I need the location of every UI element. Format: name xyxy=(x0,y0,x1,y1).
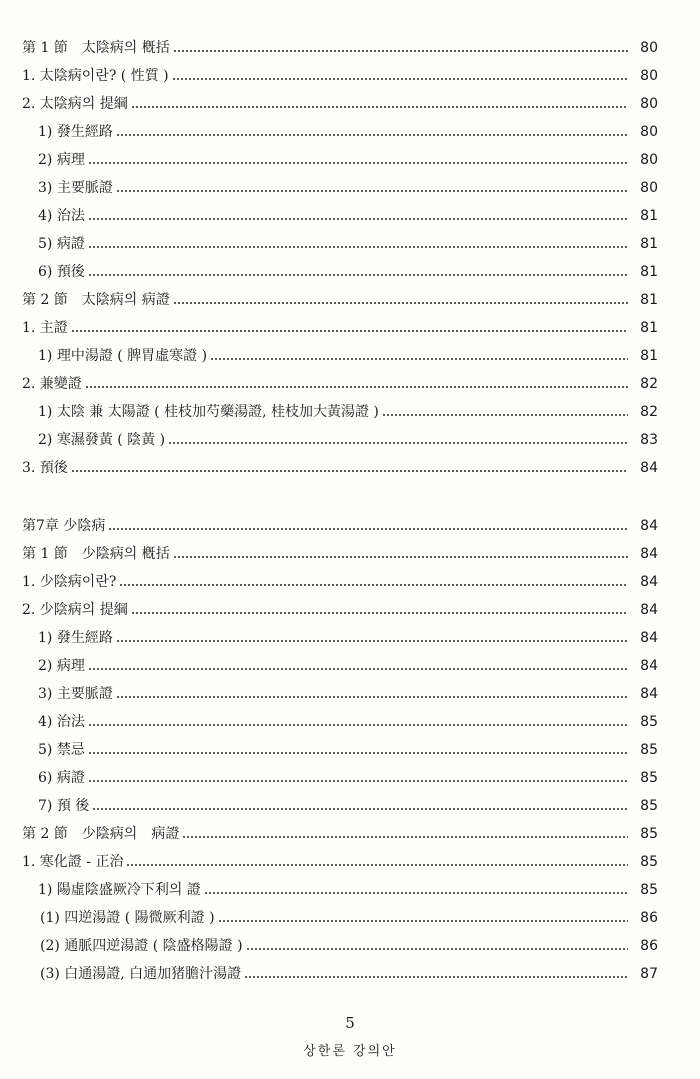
toc-entry-page: 84 xyxy=(640,574,658,590)
leader-dots xyxy=(246,948,628,950)
toc-entry-page: 85 xyxy=(640,882,658,898)
toc-entry xyxy=(0,92,700,116)
toc-entry-page: 81 xyxy=(640,208,658,224)
toc-entry-page: 84 xyxy=(640,518,658,534)
toc-entry xyxy=(0,514,700,538)
toc-entry-label: 1) 陽虛陰盛厥冷下利의 證 xyxy=(38,882,201,898)
toc-entry-label: 3. 預後 xyxy=(22,460,68,476)
toc-entry-page: 81 xyxy=(640,236,658,252)
toc-entry-label: 6) 病證 xyxy=(38,770,85,786)
toc-entry xyxy=(0,64,700,88)
toc-entry xyxy=(0,962,700,986)
leader-dots xyxy=(116,640,628,642)
toc-entry xyxy=(0,878,700,902)
toc-entry-page: 85 xyxy=(640,770,658,786)
leader-dots xyxy=(244,976,628,978)
leader-dots xyxy=(173,556,628,558)
toc-entry-page: 81 xyxy=(640,264,658,280)
toc-entry xyxy=(0,654,700,678)
toc-entry xyxy=(0,456,700,480)
toc-entry-page: 85 xyxy=(640,714,658,730)
toc-entry-page: 80 xyxy=(640,68,658,84)
leader-dots xyxy=(71,470,628,472)
toc-entry-page: 84 xyxy=(640,686,658,702)
toc-entry xyxy=(0,400,700,424)
leader-dots xyxy=(71,330,628,332)
toc-entry xyxy=(0,710,700,734)
leader-dots xyxy=(85,386,628,388)
toc-entry-page: 84 xyxy=(640,460,658,476)
toc-entry xyxy=(0,120,700,144)
toc-entry-page: 87 xyxy=(640,966,658,982)
leader-dots xyxy=(119,584,628,586)
toc-entry xyxy=(0,148,700,172)
toc-entry-label: 2) 病理 xyxy=(38,152,85,168)
leader-dots xyxy=(108,528,628,530)
toc-entry xyxy=(0,738,700,762)
toc-entry-label: 2. 太陰病의 提綱 xyxy=(22,96,128,112)
toc-entry-label: 3) 主要脈證 xyxy=(38,180,113,196)
toc-entry-page: 81 xyxy=(640,320,658,336)
toc-entry-page: 85 xyxy=(640,742,658,758)
toc-entry-page: 86 xyxy=(640,938,658,954)
toc-entry-label: 5) 禁忌 xyxy=(38,742,85,758)
toc-entry-label: 2. 兼變證 xyxy=(22,376,82,392)
leader-dots xyxy=(218,920,628,922)
leader-dots xyxy=(173,50,628,52)
toc-entry-label: 5) 病證 xyxy=(38,236,85,252)
toc-entry-label: 2) 寒濕發黃 ( 陰黃 ) xyxy=(38,432,166,448)
toc-entry xyxy=(0,626,700,650)
toc-entry-label: 第7章 少陰病 xyxy=(22,518,106,534)
toc-entry xyxy=(0,822,700,846)
toc-entry-page: 82 xyxy=(640,376,658,392)
toc-entry xyxy=(0,176,700,200)
leader-dots xyxy=(116,696,628,698)
leader-dots xyxy=(182,836,628,838)
leader-dots xyxy=(210,358,628,360)
toc-entry-label: 第 1 節 太陰病의 槪括 xyxy=(22,40,170,56)
toc-entry-label: 4) 治法 xyxy=(38,208,85,224)
toc-entry xyxy=(0,344,700,368)
toc-entry-page: 81 xyxy=(640,292,658,308)
toc-entry-label: 1) 發生經路 xyxy=(38,630,113,646)
toc-entry-label: 1. 太陰病이란? ( 性質 ) xyxy=(22,68,169,84)
leader-dots xyxy=(126,864,628,866)
toc-entry-page: 85 xyxy=(640,826,658,842)
toc-entry xyxy=(0,934,700,958)
toc-entry-page: 80 xyxy=(640,124,658,140)
toc-entry-label: 第 2 節 少陰病의 病證 xyxy=(22,826,180,842)
toc-entry-page: 86 xyxy=(640,910,658,926)
toc-entry-label: 第 1 節 少陰病의 槪括 xyxy=(22,546,170,562)
toc-entry-page: 84 xyxy=(640,546,658,562)
toc-entry xyxy=(0,204,700,228)
toc-entry xyxy=(0,36,700,60)
toc-entry-label: 1. 少陰病이란? xyxy=(22,574,117,590)
leader-dots xyxy=(88,752,628,754)
leader-dots xyxy=(88,724,628,726)
leader-dots xyxy=(168,442,628,444)
toc-entry xyxy=(0,794,700,818)
toc-entry-page: 80 xyxy=(640,152,658,168)
toc-entry xyxy=(0,288,700,312)
toc-entry-label: 1. 寒化證 - 正治 xyxy=(22,854,124,870)
toc-entry-label: 4) 治法 xyxy=(38,714,85,730)
toc-entry-page: 81 xyxy=(640,348,658,364)
toc-entry-page: 82 xyxy=(640,404,658,420)
toc-entry xyxy=(0,542,700,566)
toc-entry-page: 80 xyxy=(640,40,658,56)
toc-entry-label: 2) 病理 xyxy=(38,658,85,674)
toc-entry-label: 3) 主要脈證 xyxy=(38,686,113,702)
toc-entry xyxy=(0,598,700,622)
toc-entry xyxy=(0,766,700,790)
leader-dots xyxy=(88,780,628,782)
leader-dots xyxy=(88,668,628,670)
toc-entry xyxy=(0,372,700,396)
leader-dots xyxy=(88,218,628,220)
toc-entry-label: 第 2 節 太陰病의 病證 xyxy=(22,292,170,308)
leader-dots xyxy=(172,78,628,80)
toc-entry-label: (1) 四逆湯證 ( 陽微厥利證 ) xyxy=(40,910,215,926)
toc-entry-label: 1) 太陰 兼 太陽證 ( 桂枝加芍藥湯證, 桂枝加大黃湯證 ) xyxy=(38,404,379,420)
toc-entry-page: 85 xyxy=(640,854,658,870)
toc-entry-label: 1) 發生經路 xyxy=(38,124,113,140)
page-number: 5 xyxy=(345,1014,355,1032)
leader-dots xyxy=(88,162,628,164)
leader-dots xyxy=(116,190,628,192)
toc-entry-label: 1. 主證 xyxy=(22,320,68,336)
toc-entry xyxy=(0,428,700,452)
book-title: 상한론 강의안 xyxy=(303,1044,397,1059)
toc-entry-page: 85 xyxy=(640,798,658,814)
toc-entry-page: 84 xyxy=(640,658,658,674)
toc-entry xyxy=(0,570,700,594)
leader-dots xyxy=(88,274,628,276)
toc-entry xyxy=(0,906,700,930)
toc-entry-page: 83 xyxy=(640,432,658,448)
toc-entry-label: 1) 理中湯證 ( 脾胃虛寒證 ) xyxy=(38,348,208,364)
toc-entry-label: (2) 通脈四逆湯證 ( 陰盛格陽證 ) xyxy=(40,938,243,954)
toc-entry-page: 80 xyxy=(640,96,658,112)
leader-dots xyxy=(173,302,628,304)
leader-dots xyxy=(92,808,628,810)
leader-dots xyxy=(131,106,628,108)
toc-entry-label: (3) 白通湯證, 白通加猪膽汁湯證 xyxy=(40,966,242,982)
toc-entry-page: 84 xyxy=(640,602,658,618)
toc-entry xyxy=(0,316,700,340)
toc-entry xyxy=(0,850,700,874)
toc-entry-page: 80 xyxy=(640,180,658,196)
leader-dots xyxy=(116,134,628,136)
toc-entry xyxy=(0,682,700,706)
toc-entry-label: 7) 預 後 xyxy=(38,798,90,814)
leader-dots xyxy=(382,414,628,416)
toc-entry xyxy=(0,260,700,284)
toc-entry-page: 84 xyxy=(640,630,658,646)
leader-dots xyxy=(88,246,628,248)
toc-entry xyxy=(0,232,700,256)
toc-entry-label: 2. 少陰病의 提綱 xyxy=(22,602,128,618)
toc-entry-label: 6) 預後 xyxy=(38,264,85,280)
leader-dots xyxy=(204,892,628,894)
leader-dots xyxy=(131,612,628,614)
